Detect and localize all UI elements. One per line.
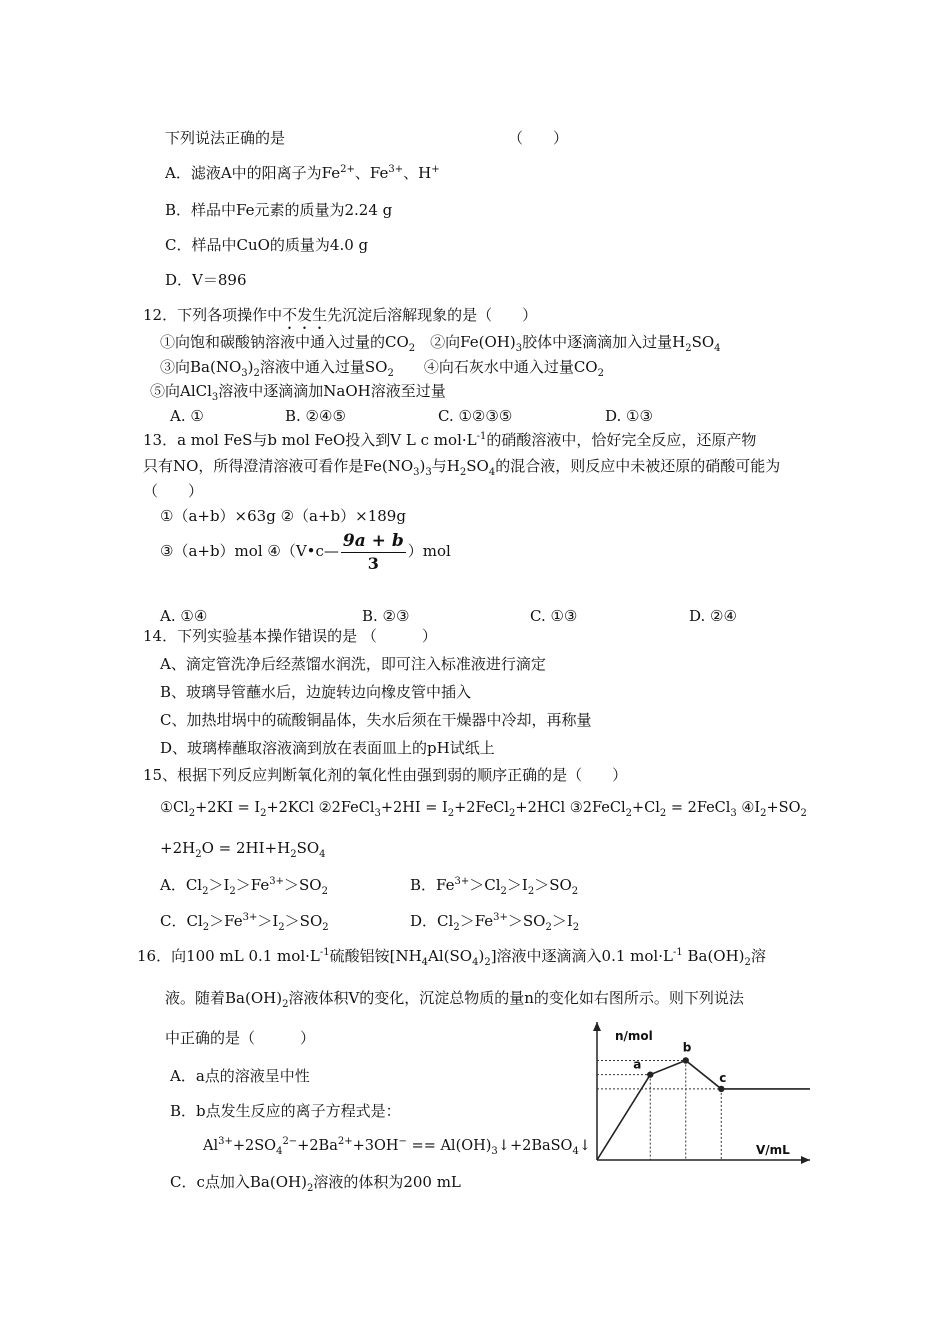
q16-stem-line-3: 中正确的是（ ）	[165, 1029, 316, 1047]
q12-option-d: D. ①③	[605, 407, 653, 425]
q13-item-row-1: ①（a+b）×63g ②（a+b）×189g	[160, 507, 406, 525]
q16-ionic-equation: $Al^{3+}+2SO_4^{2-}+2Ba^{2+}+3OH^-$ == $Al(OH)_3↓+2BaSO_4↓$	[203, 1136, 591, 1157]
fraction-numerator: 9a + b	[342, 530, 404, 551]
q16-option-c: C．c点加入$Ba(OH)_2$溶液的体积为200 mL	[170, 1173, 461, 1194]
q15-option-a: A．$Cl_2>I_2>Fe^{3+}>SO_2$	[160, 876, 328, 897]
q14-option-a: A、滴定管洗净后经蒸馏水润洗，即可注入标准液进行滴定	[160, 655, 546, 673]
q12-item-row-2: ③向$Ba(NO_3)_2$溶液中通入过量$SO_2$ ④向石灰水中通入过量$CO_2$	[160, 358, 604, 379]
q12-option-b: B. ②④⑤	[285, 407, 346, 425]
q11-option-d: D．V＝896	[165, 271, 247, 289]
q14-stem: 14．下列实验基本操作错误的是 （ ）	[143, 627, 437, 645]
q12-item-row-1: ①向饱和碳酸钠溶液中通入过量的$CO_2$ ②向$Fe(OH)_3$胶体中逐滴滴加入过量$H_2SO_4$	[160, 333, 721, 354]
q11-stem: 下列说法正确的是	[165, 129, 286, 147]
point-a	[647, 1071, 653, 1077]
q13-item-row-2: ③（a+b）mol ④（V•c— $\frac{9a + b}{3}$ ）mol	[160, 530, 451, 573]
q12-stem: 12．下列各项操作中不发生先沉淀后溶解现象的是（ ）	[143, 306, 538, 324]
q15-reactions-line-2: $+2H_2O = 2HI+H_2SO_4$	[160, 839, 326, 860]
precipitate-chart	[585, 1018, 820, 1170]
q16-stem-line-1: 16．向100 mL 0.1 $mol\cdot L^{-1}$硫酸铝铵$[NH_4Al(SO_4)_2]$溶液中逐滴滴入0.1 $mol\cdot L^{-1}$ $Ba(OH)_2$溶	[137, 947, 766, 968]
q12-emphasis: 不发生	[282, 306, 328, 324]
q16-option-a: A．a点的溶液呈中性	[170, 1067, 310, 1085]
q15-option-c: C．$Cl_2>Fe^{3+}>I_2>SO_2$	[160, 912, 329, 933]
q11-option-a: A．滤液A中的阳离子为$Fe^{2+}$、$Fe^{3+}$、H+	[165, 164, 440, 182]
y-axis-label: n/mol	[615, 1029, 653, 1043]
q12-option-a: A. ①	[170, 407, 204, 425]
q16-option-b: B．b点发生反应的离子方程式是：	[170, 1102, 401, 1120]
q13-option-a: A. ①④	[160, 607, 208, 625]
q16-stem-line-2: 液。随着$Ba(OH)_2$溶液体积V的变化，沉淀总物质的量n的变化如右图所示。则下列说法	[165, 989, 744, 1010]
point-b	[683, 1057, 689, 1063]
q13-stem-line-2: 只有NO，所得澄清溶液可看作是$Fe(NO_3)_3$与$H_2SO_4$的混合液，则反应中未被还原的硝酸可能为	[143, 457, 781, 478]
point-label-a: a	[633, 1057, 642, 1072]
q13-option-b: B. ②③	[362, 607, 410, 625]
q13-option-c: C. ①③	[530, 607, 578, 625]
x-axis-label: V/mL	[756, 1143, 790, 1157]
q11-option-c: C．样品中CuO的质量为4.0 g	[165, 236, 369, 254]
q13-stem-line-1: 13．a mol FeS与b mol FeO投入到V L c $mol\cdot L^{-1}$的硝酸溶液中，恰好完全反应，还原产物	[143, 431, 757, 449]
q13-option-d: D. ②④	[689, 607, 737, 625]
point-label-b: b	[682, 1040, 692, 1055]
q15-reactions-line-1: $①Cl_2+2KI = I_2+2KCl$ ②2FeCl$_3$+2HI = $I_2+2FeCl_2+2HCl$ $③2FeCl_2+Cl_2$ = 2FeCl$_3$ $④I_2+SO_2$	[160, 800, 807, 819]
q14-option-c: C、加热坩埚中的硫酸铜晶体，失水后须在干燥器中冷却，再称量	[160, 711, 592, 729]
q12-option-c: C. ①②③⑤	[438, 407, 513, 425]
point-c	[718, 1086, 724, 1092]
q15-option-b: B．$Fe^{3+}>Cl_2>I_2>SO_2$	[410, 876, 579, 897]
x-axis-arrow	[801, 1156, 810, 1164]
y-axis-arrow	[593, 1022, 601, 1031]
q13-answer-paren: （ ）	[143, 482, 204, 500]
q13-fraction	[341, 530, 406, 575]
q12-item-row-3: ⑤向AlCl$_3$溶液中逐滴滴加NaOH溶液至过量	[150, 382, 446, 403]
q15-stem: 15、根据下列反应判断氧化剂的氧化性由强到弱的顺序正确的是（ ）	[143, 766, 628, 784]
q11-answer-paren: （ ）	[508, 129, 569, 147]
q14-option-d: D、玻璃棒蘸取溶液滴到放在表面皿上的pH试纸上	[160, 739, 495, 757]
q11-option-b: B．样品中Fe元素的质量为2.24 g	[165, 201, 393, 219]
q15-option-d: D．$Cl_2>Fe^{3+}>SO_2>I_2$	[410, 912, 580, 933]
fraction-denominator: 3	[367, 553, 379, 573]
point-label-c: c	[719, 1070, 727, 1085]
q14-option-b: B、玻璃导管蘸水后，边旋转边向橡皮管中插入	[160, 683, 472, 701]
